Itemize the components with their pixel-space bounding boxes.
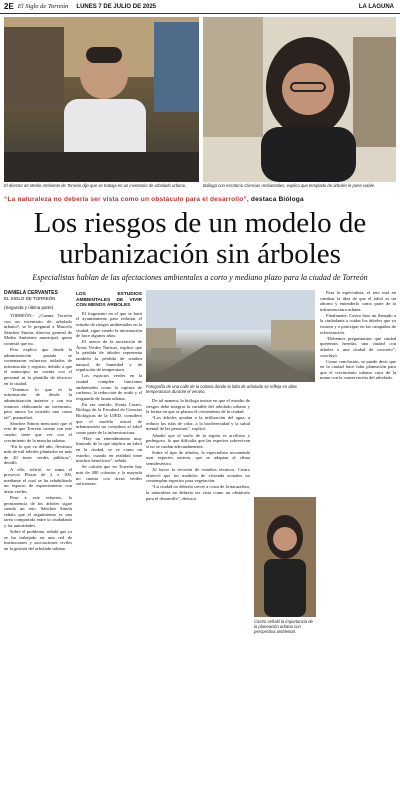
paragraph: Al hacer la revisión de estudios técnicos, Castro observó que los modelos de vivienda actuales no contemplan espacios para vegetación. bbox=[146, 467, 250, 484]
paragraph: “En lo que va del año, llevamos más de mil árboles plantados en más de 20 áreas verdes públicas”, detalló. bbox=[4, 443, 72, 466]
section-name: LA LAGUNA bbox=[358, 3, 394, 10]
kicker-attribution: destaca Bióloga bbox=[250, 196, 304, 203]
portrait-photo-caption: Castro señaló la importancia de la planeación urbana con perspectiva ambiental. bbox=[254, 619, 313, 634]
article-column-3 bbox=[146, 398, 250, 790]
paragraph: Añadió que el suelo de la región es arcilloso y pedregoso, lo que dificulta que las especies sobrevivan si no se cuidan adecuadamente. bbox=[146, 432, 250, 449]
paragraph: Sobre el tipo de árboles, la especialista recomendó usar especies nativas, que se adaptan al clima semidesértico. bbox=[146, 449, 250, 467]
director-photo bbox=[4, 17, 199, 182]
issue-date: LUNES 7 DE JULIO DE 2025 bbox=[76, 3, 157, 10]
paragraph: De tal manera, la bióloga insiste en que el estudio de riesgos debe integrar la variable del arbolado urbano y la forma en que se planea el crecimiento de la ciudad. bbox=[146, 398, 250, 415]
article-column-2 bbox=[76, 290, 142, 790]
paragraph: A ello, refirió, se suma el proyecto Plazas de 2 x 100, mediante el cual se ha rehabilitado un espacio de esparcimiento con áreas verdes. bbox=[4, 466, 72, 494]
street-photo bbox=[146, 290, 315, 382]
paragraph: Como conclusión, se puede decir que en la ciudad hace falta planeación para que el crecimiento urbano vaya de la mano con la conservación del arbolado. bbox=[320, 358, 396, 381]
biologist-photo-caption: Bióloga con escritorio Ciencias Ambientales, explica que templado de árboles le pone viable. bbox=[203, 183, 376, 188]
paragraph: Para la especialista, el reto está en cambiar la idea de que el árbol es un adorno y entenderlo como parte de la infraestructura urbana. bbox=[320, 290, 396, 312]
subheadline: Especialistas hablan de las afectaciones ambientales a corto y mediano plazo para la ciudad de Torreón bbox=[32, 273, 368, 282]
article-column-4 bbox=[320, 290, 396, 790]
street-photo-caption: Fotografía de una calle de la colonia donde la falta de arbolado se refleja en altas temperaturas durante el verano. bbox=[146, 384, 298, 394]
director-photo-caption: El director de Medio Ambiente de Torreón dijo que se trabaja en un inventario de arbolado urbano. bbox=[4, 183, 187, 188]
paragraph: Pese a este esfuerzo, la permanencia de los árboles sigue siendo un reto. Sánchez Simón señala que el seguimiento es una tarea compartida entre la ciudadanía y las autoridades. bbox=[4, 495, 72, 528]
paragraph: “La ciudad no debería crecer a costa de la naturaleza, la naturaleza no debería ser vista como un obstáculo para el desarrollo”, destacó. bbox=[146, 484, 250, 501]
paragraph: En ese sentido, Kenia Castro, Bióloga de la Facultad de Ciencias Biológicas de la UJED, consideró que el modelo actual de urbanización no considera al árbol como parte de la infraestructura. bbox=[76, 401, 142, 435]
street-photo-illustration bbox=[146, 290, 315, 382]
paragraph: Sobre el problema, señaló que ya se ha trabajado en una red de instituciones y asociaciones civiles en la gestión del arbolado urbano. bbox=[4, 529, 72, 551]
paragraph: “Los árboles ayudan a la infiltración del agua, a reducir las islas de calor, a la biodiversidad y la salud mental de las personas”, explicó. bbox=[146, 415, 250, 432]
section-subhead: LOS ESTUDIOS AMBIENTALES DE VIVIR CON MENOS ÁRBOLES bbox=[76, 292, 142, 309]
portrait-photo-illustration bbox=[254, 497, 316, 617]
paragraph: El asesor de la asociación de Áreas Verdes Nativas, explicó que la pérdida de árboles representa también la pérdida de sombra natural, de humedad y de regulación de temperatura. bbox=[76, 339, 142, 373]
page-header bbox=[0, 0, 400, 14]
paragraph: Sánchez Simón mencionó que el reto de que Torreón cuente con este cuadro tiene que ver con el crecimiento de la mancha urbana. bbox=[4, 420, 72, 443]
byline-author: DANIELA CERVANTES bbox=[4, 290, 58, 296]
director-photo-illustration bbox=[4, 17, 199, 182]
byline-note: (Segunda y última parte) bbox=[4, 304, 54, 310]
article-column-1 bbox=[4, 290, 72, 790]
paragraph: Los espacios verdes en la ciudad cumplen funciones ambientales como la captura de carbono, la reducción de ruido y el resguardo de fauna urbana. bbox=[76, 373, 142, 401]
headline-line-2: urbanización sin árboles bbox=[59, 238, 341, 270]
headline bbox=[4, 208, 396, 270]
newspaper-name: El Siglo de Torreón bbox=[17, 3, 69, 10]
paragraph: TORREÓN.- ¿Cuenta Torreón con un inventario de arbolado urbano?, se le preguntó a Marcelo Sánchez Simón, director general de Medio Ambiente municipal, quien contestó que no. bbox=[4, 313, 72, 346]
headline-kicker bbox=[4, 196, 396, 203]
biologist-photo bbox=[203, 17, 396, 182]
page-number: 2E bbox=[4, 2, 14, 11]
byline-outlet: EL SIGLO DE TORREÓN bbox=[4, 296, 56, 301]
paragraph: Pero explicó que desde la administración pasada se comenzaron esfuerzos aislados de información y registro, debido a que el municipio no cuenta con el personal ni la plantilla de técnicos en la ciudad. bbox=[4, 347, 72, 386]
paragraph: Finalmente, Castro hizo un llamado a la ciudadanía a cuidar los árboles que ya existen y a participar en las campañas de reforestación. bbox=[320, 312, 396, 335]
headline-line-1: Los riesgos de un modelo de bbox=[33, 207, 367, 239]
paragraph: Se calcula que en Torreón hay más de 400 colonias y la mayoría no cuenta con áreas verdes suficientes. bbox=[76, 464, 142, 487]
portrait-photo bbox=[254, 497, 316, 617]
biologist-photo-illustration bbox=[203, 17, 396, 182]
paragraph: “Tenemos lo que es la información de desde la administración anterior y con esa estamos elaborando un inventario, pero nunca ha existido uno como tal”, puntualizó. bbox=[4, 386, 72, 420]
paragraph: “Debemos preguntarnos qué ciudad queremos heredar, una ciudad con árboles o una ciudad de concreto”, concluyó. bbox=[320, 335, 396, 358]
paragraph: El fragmento en el que se basó el ayuntamiento para redactar el estudio de riesgos ambientales en la ciudad, sigue siendo la información de hace algunos años. bbox=[76, 310, 142, 339]
paragraph: “Hay un entendimiento muy limitado de lo que implica un árbol en la ciudad, se ve como un estorbo, cuando en realidad tiene muchos beneficios”, señaló. bbox=[76, 435, 142, 464]
kicker-quote: “La naturaleza no debería ser vista como un obstáculo para el desarrollo”, bbox=[4, 196, 249, 203]
